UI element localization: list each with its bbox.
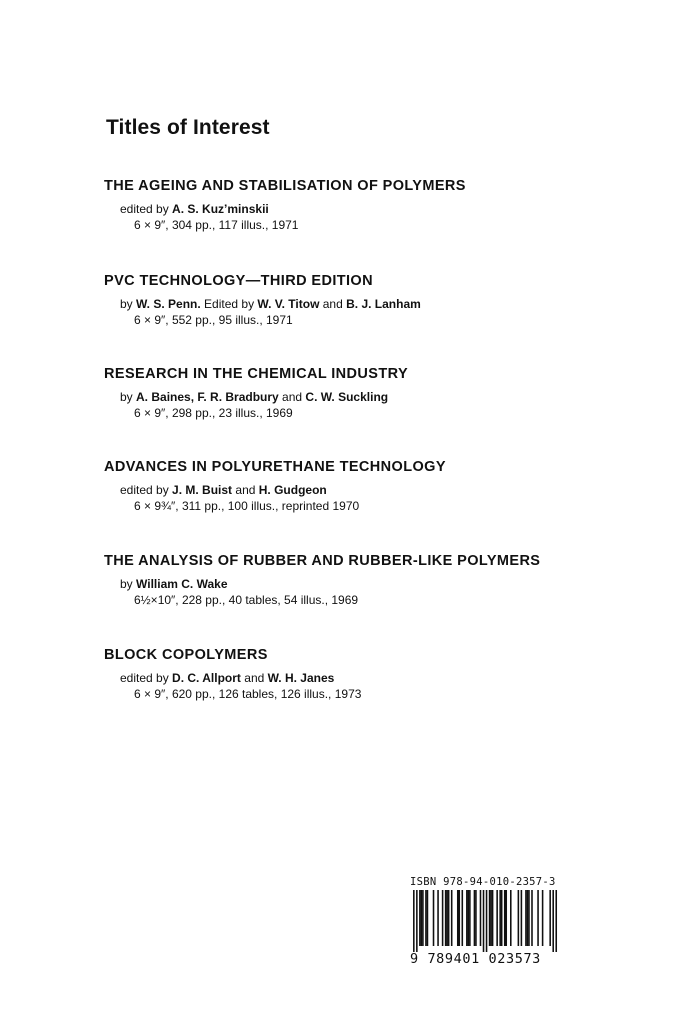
barcode-bar	[510, 890, 512, 946]
barcode-bar	[446, 890, 448, 946]
barcode-bar	[480, 890, 482, 946]
barcode-bar	[492, 890, 494, 946]
barcode-bar	[468, 890, 470, 946]
barcode-bar	[483, 890, 485, 952]
barcode-bar	[466, 890, 468, 946]
barcode-bar	[421, 890, 423, 946]
barcode-bar	[442, 890, 444, 946]
barcode-bar	[437, 890, 439, 946]
book-title: BLOCK COPOLYMERS	[104, 647, 268, 663]
barcode-bar	[469, 890, 471, 946]
book-details: 6 × 9″, 620 pp., 126 tables, 126 illus., 1973	[134, 687, 362, 701]
author-connector: edited by	[120, 483, 173, 497]
book-authors	[120, 577, 664, 591]
barcode-bar	[527, 890, 529, 946]
barcode-bar	[413, 890, 415, 952]
barcode-bar	[489, 890, 491, 946]
barcode-bar	[422, 890, 424, 946]
book-details: 6 × 9″, 298 pp., 23 illus., 1969	[134, 406, 293, 420]
author-name: W. S. Penn.	[136, 297, 201, 311]
barcode-bar	[504, 890, 506, 946]
barcode-bar	[501, 890, 503, 946]
author-connector: edited by	[120, 671, 173, 685]
author-connector: by	[120, 390, 137, 404]
barcode-bar	[537, 890, 539, 946]
book-details: 6½×10″, 228 pp., 40 tables, 54 illus., 1969	[134, 593, 359, 607]
author-name: W. H. Janes	[267, 671, 335, 685]
book-authors	[120, 483, 664, 497]
barcode-bar	[542, 890, 544, 946]
barcode-bar	[457, 890, 459, 946]
book-authors	[120, 202, 664, 216]
barcode-bar	[451, 890, 453, 946]
barcode-bar	[475, 890, 477, 946]
author-name: William C. Wake	[136, 577, 228, 591]
barcode-bar	[525, 890, 527, 946]
author-connector: by	[120, 577, 137, 591]
barcode-bar	[496, 890, 498, 946]
author-connector: and	[319, 297, 347, 311]
book-details: 6 × 9″, 304 pp., 117 illus., 1971	[134, 218, 299, 232]
book-title: ADVANCES IN POLYURETHANE TECHNOLOGY	[104, 459, 446, 475]
book-title: PVC TECHNOLOGY—THIRD EDITION	[104, 273, 373, 289]
barcode-bar	[518, 890, 520, 946]
page-heading: Titles of Interest	[106, 116, 270, 139]
barcode-bar	[486, 890, 488, 952]
book-title: THE ANALYSIS OF RUBBER AND RUBBER-LIKE POLYMERS	[104, 553, 541, 569]
book-entry	[104, 366, 664, 420]
book-authors	[120, 671, 664, 685]
author-connector: by	[120, 297, 137, 311]
book-authors	[120, 297, 664, 311]
book-details: 6 × 9″, 552 pp., 95 illus., 1971	[134, 313, 293, 327]
book-authors	[120, 390, 664, 404]
author-name: J. M. Buist	[172, 483, 233, 497]
barcode-bar	[474, 890, 476, 946]
author-connector: and	[232, 483, 259, 497]
author-connector: edited by	[120, 202, 173, 216]
barcode-bar	[445, 890, 447, 946]
book-title: THE AGEING AND STABILISATION OF POLYMERS	[104, 178, 466, 194]
barcode-bar	[521, 890, 523, 946]
barcode-bar	[427, 890, 429, 946]
barcode-bar	[416, 890, 418, 952]
book-entry	[104, 178, 664, 232]
author-connector: and	[278, 390, 306, 404]
barcode-digits: 9 789401 023573	[410, 951, 541, 967]
barcode-bar	[552, 890, 554, 952]
barcode-bar	[549, 890, 551, 946]
barcode-bar	[528, 890, 530, 946]
barcode-bar	[531, 890, 533, 946]
barcode-bar	[490, 890, 492, 946]
barcode-bar	[499, 890, 501, 946]
author-name: A. S. Kuz’minskii	[172, 202, 269, 216]
barcode-bar	[555, 890, 557, 952]
barcode-bar	[462, 890, 464, 946]
author-name: B. J. Lanham	[346, 297, 421, 311]
barcode-bar	[419, 890, 421, 946]
book-entry	[104, 553, 664, 607]
isbn-label: ISBN 978-94-010-2357-3	[410, 876, 556, 888]
barcode-bar	[448, 890, 450, 946]
barcode-image	[410, 890, 560, 952]
author-name: H. Gudgeon	[258, 483, 327, 497]
author-connector: and	[240, 671, 268, 685]
book-entry	[104, 647, 664, 701]
barcode-bar	[425, 890, 427, 946]
author-name: W. V. Titow	[257, 297, 320, 311]
author-name: C. W. Suckling	[305, 390, 389, 404]
author-connector: Edited by	[200, 297, 258, 311]
book-entry	[104, 459, 664, 513]
barcode-bar	[505, 890, 507, 946]
book-title: RESEARCH IN THE CHEMICAL INDUSTRY	[104, 366, 409, 382]
book-details: 6 × 9¾″, 311 pp., 100 illus., reprinted 1970	[134, 499, 360, 513]
barcode-bar	[433, 890, 435, 946]
author-name: D. C. Allport	[172, 671, 241, 685]
author-name: A. Baines, F. R. Bradbury	[136, 390, 279, 404]
isbn-barcode-block	[410, 876, 566, 967]
book-entry	[104, 273, 664, 327]
barcode-bar	[458, 890, 460, 946]
